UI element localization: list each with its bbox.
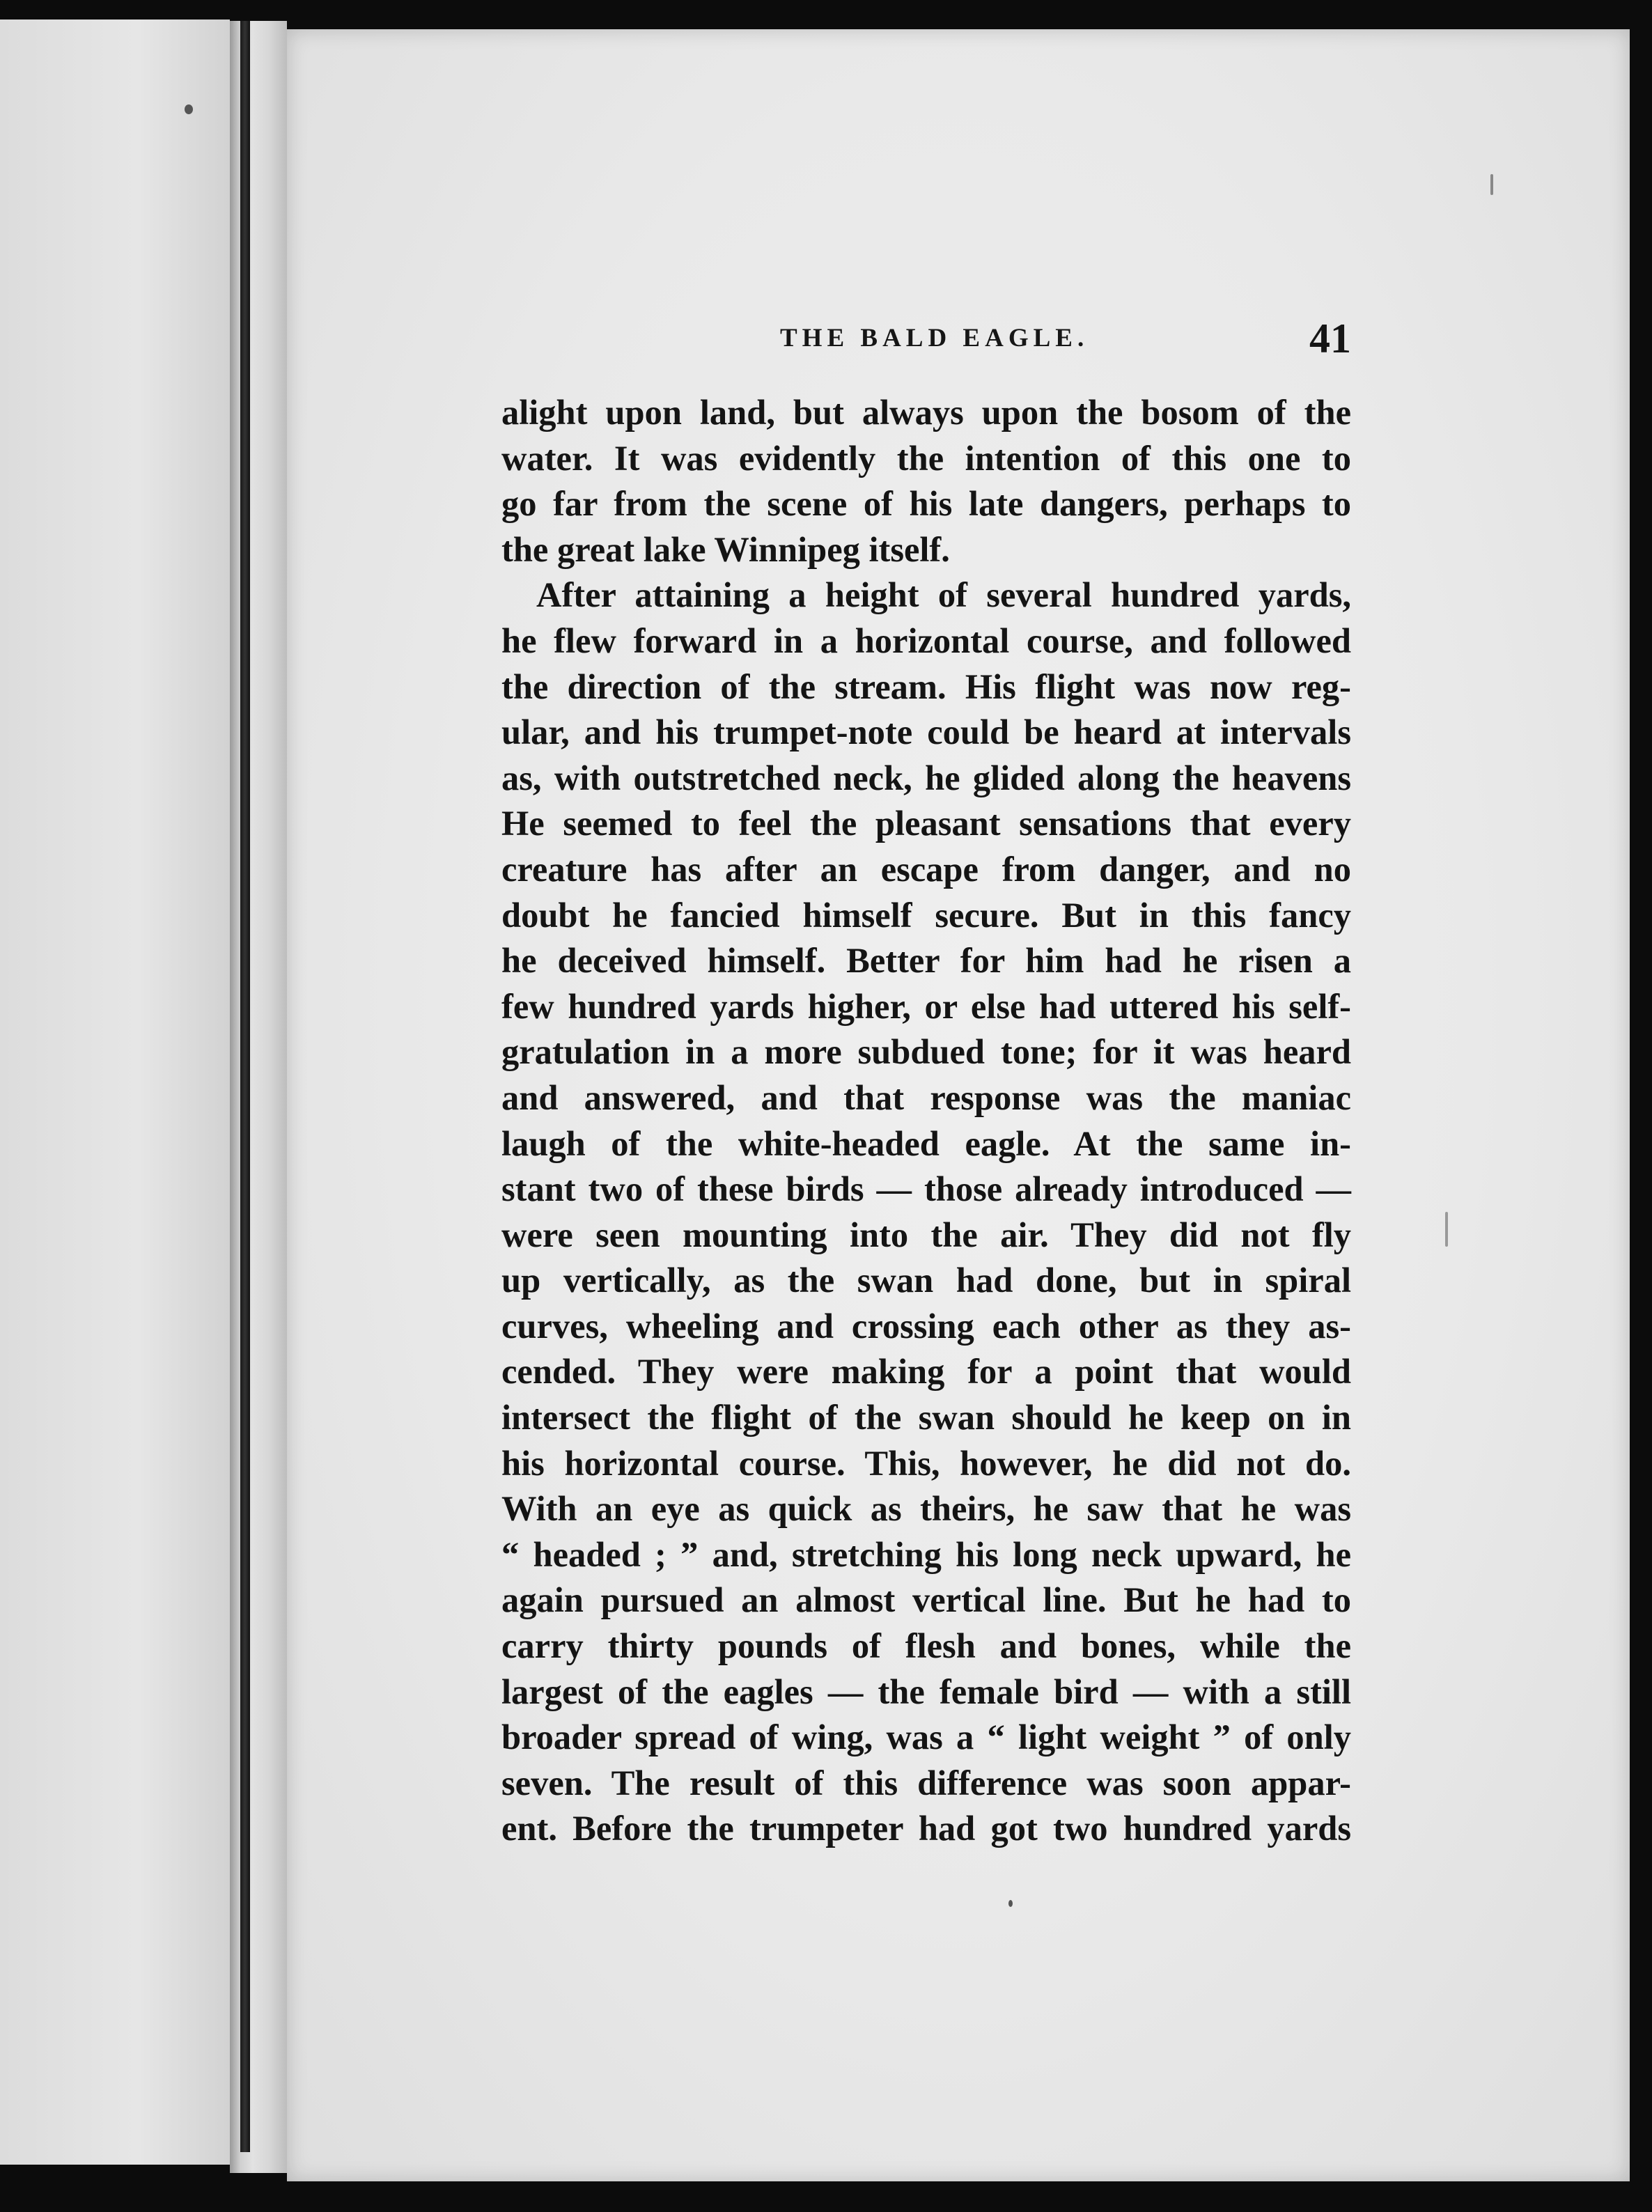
text-line: ular, and his trumpet-note could be heard at intervals — [501, 712, 1351, 752]
text-line: broader spread of wing, was a “ light weight ” of only — [501, 1718, 1351, 1757]
left-page-margin — [0, 20, 230, 2165]
body-text — [501, 390, 1351, 1852]
text-line: the great lake Winnipeg itself. — [501, 529, 950, 569]
text-line: water. It was evidently the intention of this one to — [501, 438, 1351, 478]
text-line: curves, wheeling and crossing each other as they as- — [501, 1306, 1351, 1346]
text-line: carry thirty pounds of flesh and bones, while the — [501, 1626, 1351, 1666]
text-line: as, with outstretched neck, he glided along the heavens — [501, 758, 1351, 797]
text-line: were seen mounting into the air. They did not fly — [501, 1215, 1351, 1254]
page-number: 41 — [1309, 316, 1351, 361]
running-head — [501, 315, 1351, 364]
book-gutter — [230, 21, 287, 2173]
text-line: and answered, and that response was the maniac — [501, 1077, 1351, 1117]
text-line: largest of the eagles — the female bird — with a still — [501, 1672, 1351, 1711]
text-line: With an eye as quick as theirs, he saw that he was — [501, 1489, 1351, 1529]
scan-speck — [1008, 1900, 1013, 1907]
scan-speck — [185, 104, 193, 114]
text-line: laugh of the white-headed eagle. At the same in- — [501, 1123, 1351, 1163]
text-line: he deceived himself. Better for him had he risen a — [501, 941, 1351, 981]
text-line: cended. They were making for a point that would — [501, 1352, 1351, 1392]
text-line: He seemed to feel the pleasant sensations that every — [501, 804, 1351, 843]
text-line: up vertically, as the swan had done, but in spiral — [501, 1261, 1351, 1300]
text-line: alight upon land, but always upon the bosom of the — [501, 393, 1351, 432]
text-line: stant two of these birds — those already introduced — — [501, 1169, 1351, 1209]
scan-speck — [1490, 174, 1493, 195]
text-line: ent. Before the trumpeter had got two hundred yards — [501, 1809, 1351, 1848]
text-line: he flew forward in a horizontal course, and followed — [501, 621, 1351, 660]
text-line: the direction of the stream. His flight was now reg- — [501, 667, 1351, 706]
text-line: go far from the scene of his late dangers, perhaps to — [501, 484, 1351, 524]
text-line: few hundred yards higher, or else had uttered his self- — [501, 986, 1351, 1026]
text-line: creature has after an escape from danger, and no — [501, 849, 1351, 889]
scan-speck — [1445, 1212, 1448, 1247]
text-line: gratulation in a more subdued tone; for it was heard — [501, 1032, 1351, 1072]
text-line: After attaining a height of several hundred yards, — [536, 575, 1351, 615]
text-line: doubt he fancied himself secure. But in this fancy — [501, 895, 1351, 935]
text-line: again pursued an almost vertical line. But he had to — [501, 1580, 1351, 1620]
spine-shadow — [240, 21, 250, 2152]
running-title: THE BALD EAGLE. — [780, 324, 1089, 352]
text-line: “ headed ; ” and, stretching his long neck upward, he — [501, 1534, 1351, 1574]
text-line: seven. The result of this difference was soon appar- — [501, 1763, 1351, 1802]
text-line: his horizontal course. This, however, he did not do. — [501, 1443, 1351, 1483]
text-line: intersect the flight of the swan should he keep on in — [501, 1398, 1351, 1438]
